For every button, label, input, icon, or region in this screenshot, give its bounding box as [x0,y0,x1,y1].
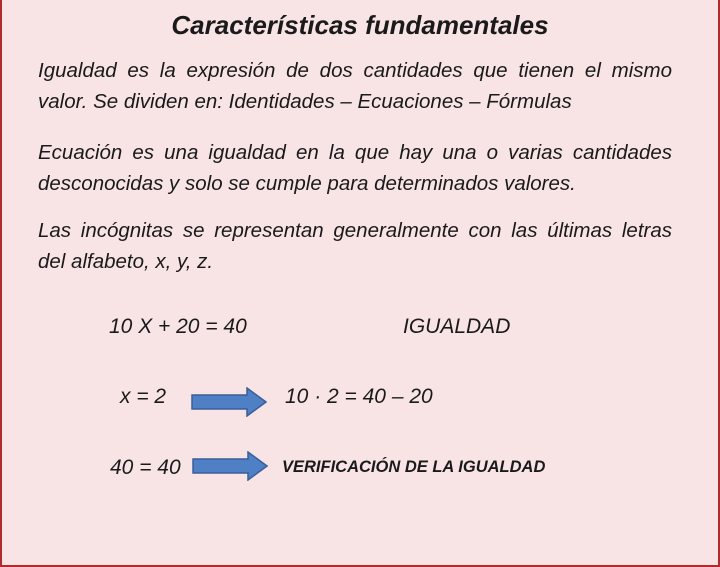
example-solution: x = 2 [120,385,167,408]
verification-label: VERIFICACIÓN DE LA IGUALDAD [282,458,546,476]
right-arrow-icon [191,387,267,417]
example-substitution: 10 · 2 = 40 – 20 [285,385,433,408]
equation-label: IGUALDAD [403,315,511,338]
definition-ecuacion: Ecuación es una igualdad en la que hay una o varias cantidades desconocidas y solo se cumple para determinados valores. [38,141,672,195]
slide-title: Características fundamentales [171,10,549,40]
right-arrow-icon [192,451,268,481]
example-equation: 10 X + 20 = 40 [109,315,247,338]
example-result: 40 = 40 [110,456,181,479]
definition-igualdad: Igualdad es la expresión de dos cantidades que tienen el mismo valor. Se dividen en: Identidades – Ecuaciones – Fórmulas [38,59,672,113]
definition-incognitas: Las incógnitas se representan generalmente con las últimas letras del alfabeto, x, y, z. [38,219,672,273]
